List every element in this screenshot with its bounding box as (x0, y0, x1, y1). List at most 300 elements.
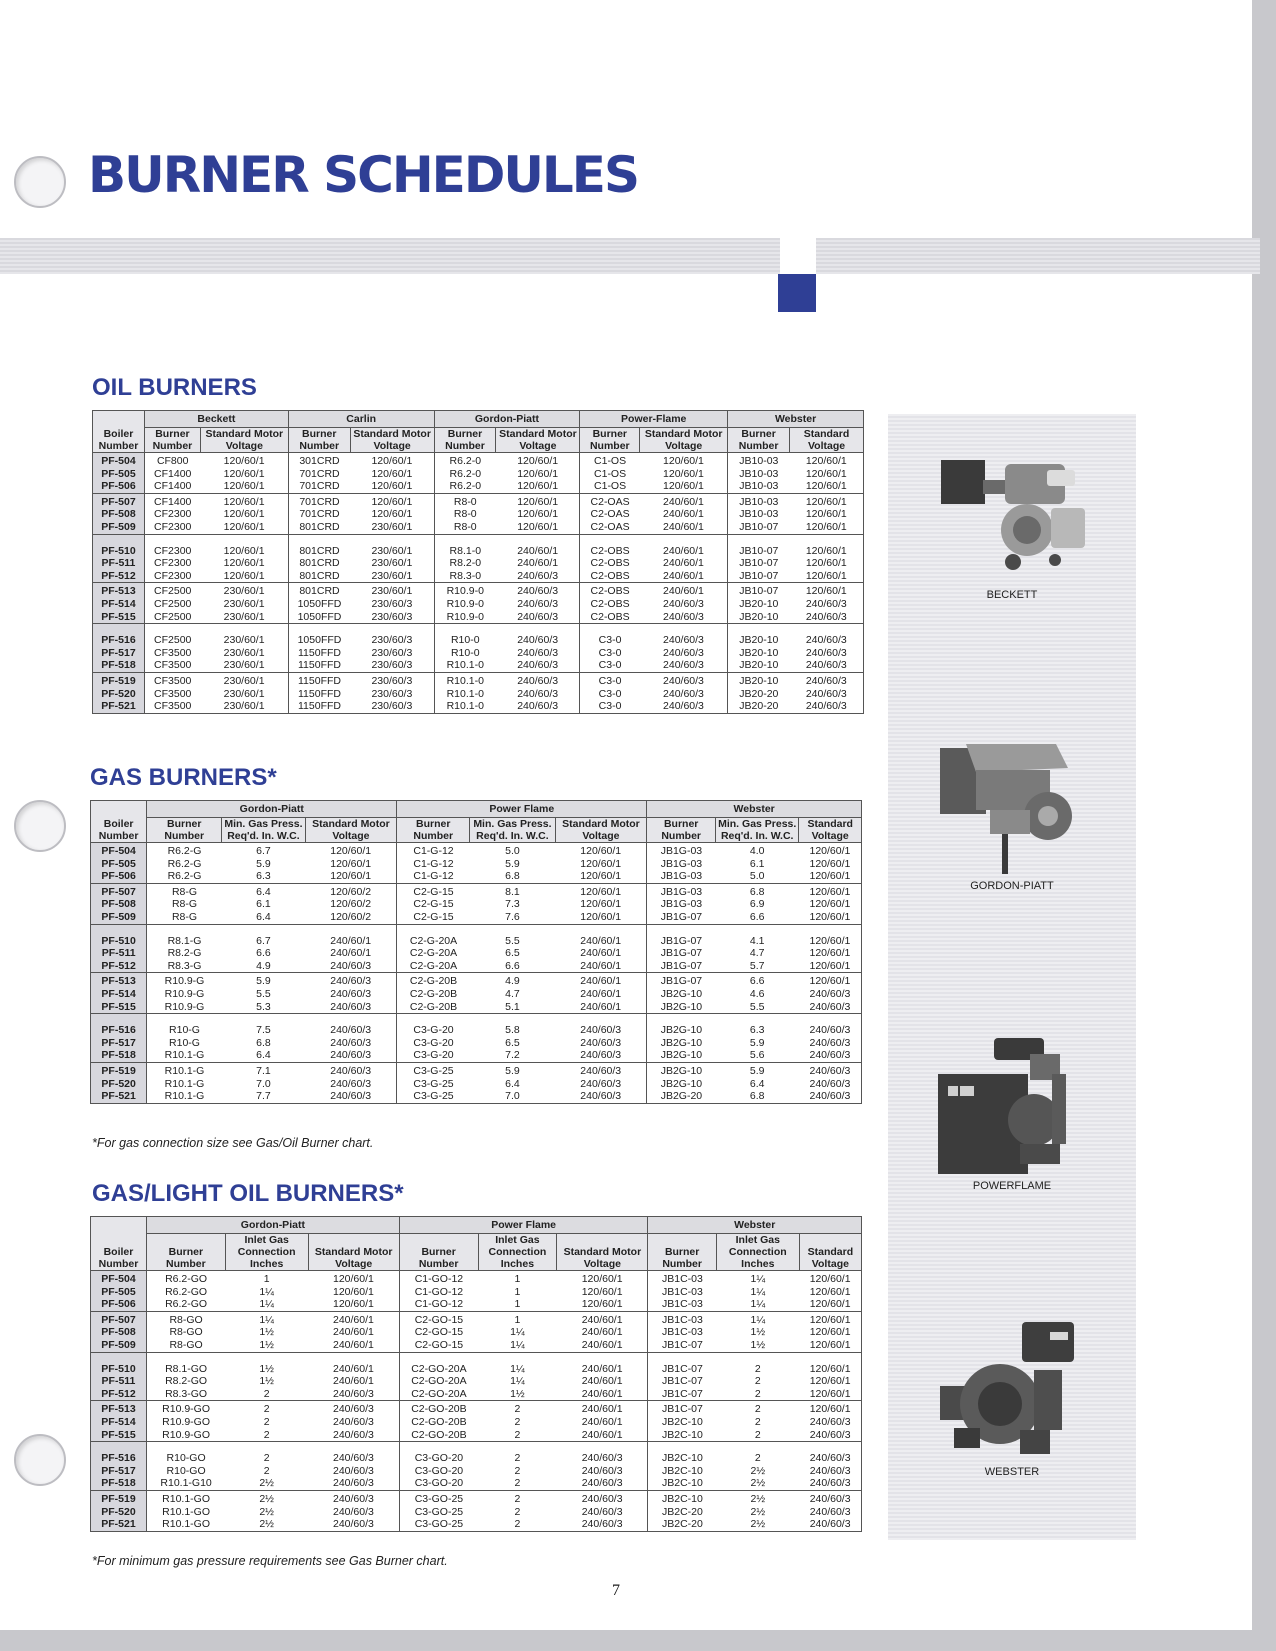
table-cell: R10.9-0 (446, 610, 484, 623)
table-cell: 240/60/3 (308, 1429, 399, 1442)
table-cell: 240/60/3 (308, 1465, 399, 1478)
table-cell: JB2G-20 (647, 1090, 716, 1103)
boiler-number-cell: PF-506 (93, 480, 145, 493)
table-cell: 120/60/1 (555, 883, 647, 898)
oil-table-body (93, 453, 864, 714)
table-cell: 120/60/1 (799, 883, 862, 898)
boiler-number-cell: PF-521 (93, 700, 145, 713)
table-cell: 240/60/3 (799, 1014, 862, 1037)
table-cell: C3-GO-25 (399, 1490, 478, 1505)
table-cell: 7.7 (222, 1090, 305, 1103)
table-cell: C2-OAS (580, 493, 640, 508)
table-cell: 240/60/1 (308, 1375, 399, 1388)
brand-header: Gordon-Piatt (146, 1217, 399, 1234)
table-cell: 230/60/1 (350, 557, 434, 570)
table-cell: 120/60/1 (799, 1352, 861, 1375)
table-cell: JB2G-10 (647, 1062, 716, 1077)
table-cell: 7.6 (505, 910, 520, 923)
boiler-number-cell: PF-509 (91, 911, 147, 924)
boiler-number-cell: PF-511 (91, 1375, 147, 1388)
brand-header: Webster (647, 801, 862, 818)
table-cell: 240/60/1 (555, 973, 647, 988)
table-row (93, 598, 864, 611)
table-cell: 120/60/2 (305, 883, 397, 898)
table-cell: C3-G-20 (413, 1049, 454, 1062)
table-cell: 301CRD (288, 453, 350, 468)
boiler-number-cell: PF-507 (91, 883, 147, 898)
table-cell: 6.8 (716, 1090, 799, 1103)
table-cell: R10.1-GO (146, 1490, 225, 1505)
table-cell: 2 (478, 1490, 557, 1505)
table-cell: JB20-10 (739, 610, 779, 623)
column-header: Standard Motor Voltage (200, 428, 288, 453)
table-cell: CF3500 (154, 659, 192, 672)
table-cell: 6.6 (256, 947, 271, 960)
table-cell: 240/60/3 (557, 1490, 648, 1505)
boiler-number-cell: PF-515 (91, 1429, 147, 1442)
table-cell: 240/60/1 (640, 521, 728, 534)
boiler-number-cell: PF-508 (91, 898, 147, 911)
table-cell: 1½ (510, 1387, 525, 1400)
table-cell: 120/60/1 (799, 1298, 861, 1311)
table-cell: 240/60/1 (305, 947, 397, 960)
table-cell: 1150FFD (297, 687, 341, 700)
table-cell: 240/60/3 (305, 1037, 397, 1050)
column-header: Standard Motor Voltage (555, 818, 647, 843)
table-cell: 6.6 (505, 959, 520, 972)
brand-header: Power Flame (397, 801, 647, 818)
table-cell: 120/60/1 (200, 468, 288, 481)
table-cell: 240/60/3 (305, 988, 397, 1001)
table-cell: 120/60/1 (799, 1271, 861, 1286)
table-cell: 6.1 (749, 857, 765, 870)
table-cell: 240/60/1 (496, 534, 580, 557)
table-cell: 240/60/3 (790, 700, 864, 713)
table-cell: JB10-03 (739, 467, 779, 480)
table-cell: R8.3-GO (165, 1387, 208, 1400)
boiler-number-cell: PF-521 (91, 1090, 147, 1103)
table-cell: C1-GO-12 (414, 1298, 464, 1311)
boiler-number-cell: PF-508 (93, 508, 145, 521)
gas-light-oil-table (90, 1216, 862, 1532)
table-cell: JB2C-10 (648, 1442, 716, 1465)
table-cell: JB1C-03 (661, 1326, 703, 1339)
table-cell: C2-OBS (590, 569, 630, 582)
boiler-number-cell: PF-509 (93, 521, 145, 534)
table-cell: 240/60/1 (555, 947, 647, 960)
table-cell: C1-OS (594, 467, 627, 480)
table-cell: 120/60/1 (799, 1326, 861, 1339)
table-cell: 1150FFD (297, 659, 341, 672)
table-cell: C3-G-25 (413, 1077, 454, 1090)
boiler-number-cell: PF-516 (91, 1014, 147, 1037)
boiler-number-cell: PF-507 (91, 1311, 147, 1326)
table-cell: JB10-03 (739, 480, 779, 493)
table-cell: 120/60/1 (640, 453, 728, 468)
table-cell: 2 (263, 1464, 270, 1477)
table-cell: 240/60/3 (308, 1518, 399, 1531)
table-cell: R6.2-G (147, 843, 222, 858)
table-cell: 120/60/1 (799, 1311, 861, 1326)
table-cell: 240/60/3 (496, 624, 580, 647)
boiler-number-cell: PF-504 (93, 453, 145, 468)
table-cell: 6.4 (222, 883, 305, 898)
boiler-number-cell: PF-508 (91, 1326, 147, 1339)
table-cell: 120/60/1 (200, 453, 288, 468)
table-cell: 240/60/1 (308, 1311, 399, 1326)
table-cell: C2-GO-20B (411, 1415, 467, 1428)
table-cell: 2 (514, 1428, 521, 1441)
table-cell: C2-GO-20B (399, 1401, 478, 1416)
table-cell: 4.9 (256, 959, 271, 972)
column-header: Inlet Gas Connection Inches (478, 1234, 557, 1271)
table-cell: R10.9-G (147, 973, 222, 988)
boiler-number-cell: PF-514 (93, 598, 145, 611)
table-cell: 230/60/1 (200, 624, 288, 647)
column-header: Standard Motor Voltage (305, 818, 397, 843)
table-row (91, 1014, 862, 1037)
boiler-number-cell: PF-505 (93, 468, 145, 481)
table-cell: 7.5 (222, 1014, 305, 1037)
table-cell: C2-OBS (590, 557, 630, 570)
table-cell: 120/60/1 (200, 534, 288, 557)
table-row (91, 843, 862, 858)
table-cell: 2½ (225, 1490, 308, 1505)
table-cell: 120/60/1 (555, 870, 647, 883)
table-cell: CF2500 (154, 610, 192, 623)
table-cell: JB10-07 (728, 534, 790, 557)
brand-header: Power-Flame (580, 411, 728, 428)
table-cell: 5.9 (470, 1062, 555, 1077)
table-cell: 120/60/1 (200, 557, 288, 570)
table-cell: 1050FFD (297, 610, 342, 623)
table-cell: JB10-03 (739, 508, 779, 521)
table-cell: CF2300 (154, 569, 192, 582)
table-row (91, 1388, 862, 1401)
boiler-number-cell: PF-520 (91, 1078, 147, 1091)
table-cell: 7.1 (222, 1062, 305, 1077)
table-cell: 240/60/1 (308, 1352, 399, 1375)
table-row (91, 1286, 862, 1299)
table-cell: 6.9 (749, 898, 765, 911)
table-cell: 120/60/1 (790, 534, 864, 557)
table-cell: JB2C-10 (661, 1428, 703, 1441)
table-cell: JB1G-03 (660, 870, 703, 883)
table-cell: 120/60/1 (308, 1271, 399, 1286)
table-cell: 1 (225, 1271, 308, 1286)
table-row (91, 883, 862, 898)
table-cell: 7.0 (256, 1077, 271, 1090)
column-header: Burner Number (728, 428, 790, 453)
boiler-number-cell: PF-512 (91, 960, 147, 973)
table-cell: C3-GO-20 (414, 1477, 464, 1490)
table-cell: 5.6 (749, 1049, 765, 1062)
table-cell: 120/60/1 (350, 508, 434, 521)
oil-burners-heading: OIL BURNERS (92, 374, 257, 401)
table-cell: 701CRD (299, 467, 340, 480)
table-cell: 240/60/3 (790, 688, 864, 701)
table-row (91, 870, 862, 883)
column-header: Burner Number (146, 1234, 225, 1271)
table-cell: 240/60/3 (496, 647, 580, 660)
table-cell: 1¼ (510, 1326, 525, 1339)
table-cell: 1¼ (510, 1338, 525, 1351)
boiler-number-cell: PF-511 (91, 947, 147, 960)
table-row (91, 1506, 862, 1519)
table-cell: C1-G-12 (397, 843, 470, 858)
table-cell: 801CRD (299, 520, 340, 533)
table-cell: C3-G-20 (413, 1036, 454, 1049)
table-cell: 240/60/1 (308, 1326, 399, 1339)
table-cell: 120/60/1 (799, 843, 862, 858)
table-cell: 801CRD (299, 569, 340, 582)
boiler-number-cell: PF-521 (91, 1518, 147, 1531)
table-cell: JB2C-10 (661, 1477, 703, 1490)
table-cell: C3-0 (598, 659, 622, 672)
table-cell: C3-GO-25 (414, 1505, 464, 1518)
table-cell: R8.1-G (147, 924, 222, 947)
table-row (91, 1090, 862, 1103)
boiler-number-cell: PF-515 (91, 1001, 147, 1014)
table-cell: 6.6 (749, 910, 765, 923)
column-header: Standard Motor Voltage (640, 428, 728, 453)
table-cell: C2-GO-20A (399, 1352, 478, 1375)
table-row (93, 468, 864, 481)
table-cell: 240/60/1 (555, 988, 647, 1001)
table-cell: 801CRD (288, 583, 350, 598)
table-cell: 240/60/3 (790, 624, 864, 647)
boiler-number-cell: PF-519 (93, 672, 145, 687)
table-cell: 120/60/1 (790, 557, 864, 570)
table-cell: 230/60/3 (350, 624, 434, 647)
column-header: Burner Number (580, 428, 640, 453)
table-cell: 5.1 (505, 1000, 520, 1013)
table-cell: CF3500 (144, 672, 200, 687)
table-cell: 120/60/1 (305, 858, 397, 871)
table-cell: JB1G-03 (647, 843, 716, 858)
table-cell: CF1400 (144, 493, 200, 508)
table-cell: 7.2 (505, 1049, 520, 1062)
table-row (91, 1078, 862, 1091)
table-cell: 120/60/1 (557, 1271, 648, 1286)
boiler-number-cell: PF-506 (91, 870, 147, 883)
table-cell: R10.1-G (147, 1062, 222, 1077)
table-cell: 1150FFD (288, 672, 350, 687)
table-cell: 240/60/1 (557, 1352, 648, 1375)
table-cell: 6.3 (256, 870, 271, 883)
table-cell: R8-GO (169, 1326, 203, 1339)
table-cell: 240/60/3 (308, 1416, 399, 1429)
table-cell: 5.9 (256, 857, 271, 870)
boiler-number-cell: PF-520 (93, 688, 145, 701)
table-cell: 120/60/1 (496, 493, 580, 508)
table-cell: 240/60/3 (799, 1090, 862, 1103)
table-cell: JB1C-03 (661, 1285, 703, 1298)
table-cell: 240/60/3 (640, 647, 728, 660)
table-cell: R10.1-GO (162, 1505, 210, 1518)
table-cell: 2½ (259, 1477, 274, 1490)
gas-table-body (91, 843, 862, 1104)
boiler-number-cell: PF-512 (91, 1388, 147, 1401)
table-cell: 2 (754, 1415, 761, 1428)
table-cell: C1-OS (580, 453, 640, 468)
table-cell: C2-G-20B (409, 987, 458, 1000)
table-cell: 240/60/1 (557, 1311, 648, 1326)
table-cell: 120/60/1 (555, 843, 647, 858)
table-cell: C2-GO-15 (414, 1326, 464, 1339)
table-cell: R10.1-0 (434, 672, 496, 687)
table-cell: 120/60/1 (790, 508, 864, 521)
table-cell: 801CRD (299, 557, 340, 570)
table-cell: 120/60/1 (799, 973, 862, 988)
gordon-piatt-burner-photo (936, 738, 1086, 878)
table-cell: R8-G (147, 883, 222, 898)
table-cell: C2-GO-20B (411, 1428, 467, 1441)
table-cell: R10.9-GO (146, 1401, 225, 1416)
table-cell: 240/60/3 (496, 611, 580, 624)
table-cell: 2 (514, 1477, 521, 1490)
table-cell: 2½ (225, 1518, 308, 1531)
table-row (93, 534, 864, 557)
table-cell: 1¼ (716, 1271, 799, 1286)
table-row (91, 1477, 862, 1490)
table-cell: C1-G-12 (413, 870, 454, 883)
table-row (91, 1311, 862, 1326)
table-cell: R8.1-0 (434, 534, 496, 557)
table-cell: 6.7 (222, 924, 305, 947)
table-cell: JB1C-03 (648, 1271, 716, 1286)
table-row (91, 1375, 862, 1388)
table-cell: 5.9 (222, 973, 305, 988)
table-cell: 230/60/3 (350, 700, 434, 713)
gas-burners-heading: GAS BURNERS* (90, 764, 277, 791)
boiler-number-cell: PF-513 (91, 973, 147, 988)
column-header: Standard Voltage (799, 818, 862, 843)
table-cell: CF2300 (154, 508, 192, 521)
table-cell: 1¼ (750, 1285, 766, 1298)
table-cell: 240/60/3 (305, 973, 397, 988)
table-cell: 5.9 (716, 1062, 799, 1077)
column-header: Min. Gas Press. Req'd. In. W.C. (222, 818, 305, 843)
table-cell: JB20-20 (739, 687, 779, 700)
table-cell: JB10-03 (728, 493, 790, 508)
beckett-label: BECKETT (986, 589, 1038, 601)
table-cell: 1½ (259, 1375, 274, 1388)
boiler-number-cell: PF-514 (91, 1416, 147, 1429)
column-header: Standard Voltage (799, 1234, 861, 1271)
table-cell: 1½ (225, 1352, 308, 1375)
table-cell: JB20-10 (739, 659, 779, 672)
table-cell: 240/60/3 (799, 1078, 862, 1091)
table-cell: 230/60/1 (200, 611, 288, 624)
table-cell: R8-0 (434, 493, 496, 508)
table-cell: CF2500 (144, 583, 200, 598)
table-row (93, 521, 864, 534)
table-cell: 240/60/3 (496, 598, 580, 611)
table-cell: 1 (514, 1285, 521, 1298)
table-cell: R10-GO (166, 1464, 206, 1477)
brand-header: Carlin (288, 411, 434, 428)
table-cell: 120/60/1 (557, 1286, 648, 1299)
table-cell: C2-G-20A (409, 947, 458, 960)
table-cell: 240/60/3 (790, 659, 864, 672)
table-cell: 240/60/3 (555, 1014, 647, 1037)
table-cell: 240/60/3 (305, 1049, 397, 1062)
boiler-number-cell: PF-509 (91, 1339, 147, 1352)
table-cell: 2½ (750, 1477, 766, 1490)
header-band (0, 238, 780, 274)
table-cell: 120/60/1 (640, 468, 728, 481)
table-cell: JB1G-03 (660, 857, 703, 870)
table-cell: 6.3 (716, 1014, 799, 1037)
table-row (91, 1401, 862, 1416)
gordon-piatt-label: GORDON-PIATT (970, 880, 1054, 892)
table-cell: 1¼ (510, 1375, 525, 1388)
table-cell: 1½ (259, 1338, 274, 1351)
table-cell: JB10-07 (739, 520, 779, 533)
table-cell: 2 (263, 1415, 270, 1428)
table-cell: C3-G-20 (397, 1014, 470, 1037)
table-cell: 1¼ (716, 1311, 799, 1326)
table-cell: 1150FFD (288, 700, 350, 713)
table-cell: JB1C-07 (661, 1375, 703, 1388)
table-cell: C2-OBS (580, 583, 640, 598)
page-number: 7 (612, 1582, 620, 1599)
table-row (91, 988, 862, 1001)
table-cell: 230/60/1 (350, 570, 434, 583)
table-cell: 240/60/1 (557, 1416, 648, 1429)
table-cell: 240/60/1 (555, 924, 647, 947)
table-cell: R8.3-0 (449, 569, 482, 582)
table-row (91, 1271, 862, 1286)
table-cell: 240/60/3 (799, 1062, 862, 1077)
table-cell: 120/60/1 (790, 570, 864, 583)
table-cell: 120/60/1 (790, 468, 864, 481)
table-cell: C3-GO-20 (399, 1442, 478, 1465)
table-cell: 2½ (259, 1505, 274, 1518)
table-cell: 120/60/1 (790, 583, 864, 598)
boiler-number-cell: PF-505 (91, 858, 147, 871)
table-cell: 240/60/3 (799, 1490, 861, 1505)
table-cell: 120/60/1 (308, 1286, 399, 1299)
gas-light-oil-heading: GAS/LIGHT OIL BURNERS* (92, 1180, 404, 1207)
table-cell: 240/60/3 (557, 1506, 648, 1519)
table-cell: R6.2-0 (449, 467, 482, 480)
page-edge-bottom (0, 1630, 1276, 1651)
accent-square (778, 274, 816, 312)
table-cell: 240/60/3 (799, 1506, 861, 1519)
column-header: Standard Motor Voltage (350, 428, 434, 453)
boiler-number-cell: PF-519 (91, 1062, 147, 1077)
table-row (91, 1490, 862, 1505)
table-cell: 1¼ (750, 1298, 766, 1311)
table-cell: 1¼ (259, 1298, 274, 1311)
table-cell: JB2C-20 (661, 1505, 703, 1518)
table-cell: JB1G-03 (647, 883, 716, 898)
table-cell: 240/60/1 (557, 1429, 648, 1442)
webster-burner-photo (930, 1318, 1090, 1468)
table-cell: 1½ (750, 1326, 766, 1339)
boiler-column-header: Boiler Number (91, 1217, 147, 1271)
table-cell: C3-GO-25 (399, 1518, 478, 1531)
table-row (91, 1001, 862, 1014)
table-cell: 1¼ (259, 1285, 274, 1298)
column-header: Standard Motor Voltage (308, 1234, 399, 1271)
table-cell: JB2C-20 (648, 1518, 716, 1531)
table-cell: C2-GO-15 (414, 1338, 464, 1351)
boiler-number-cell: PF-505 (91, 1286, 147, 1299)
column-header: Burner Number (144, 428, 200, 453)
